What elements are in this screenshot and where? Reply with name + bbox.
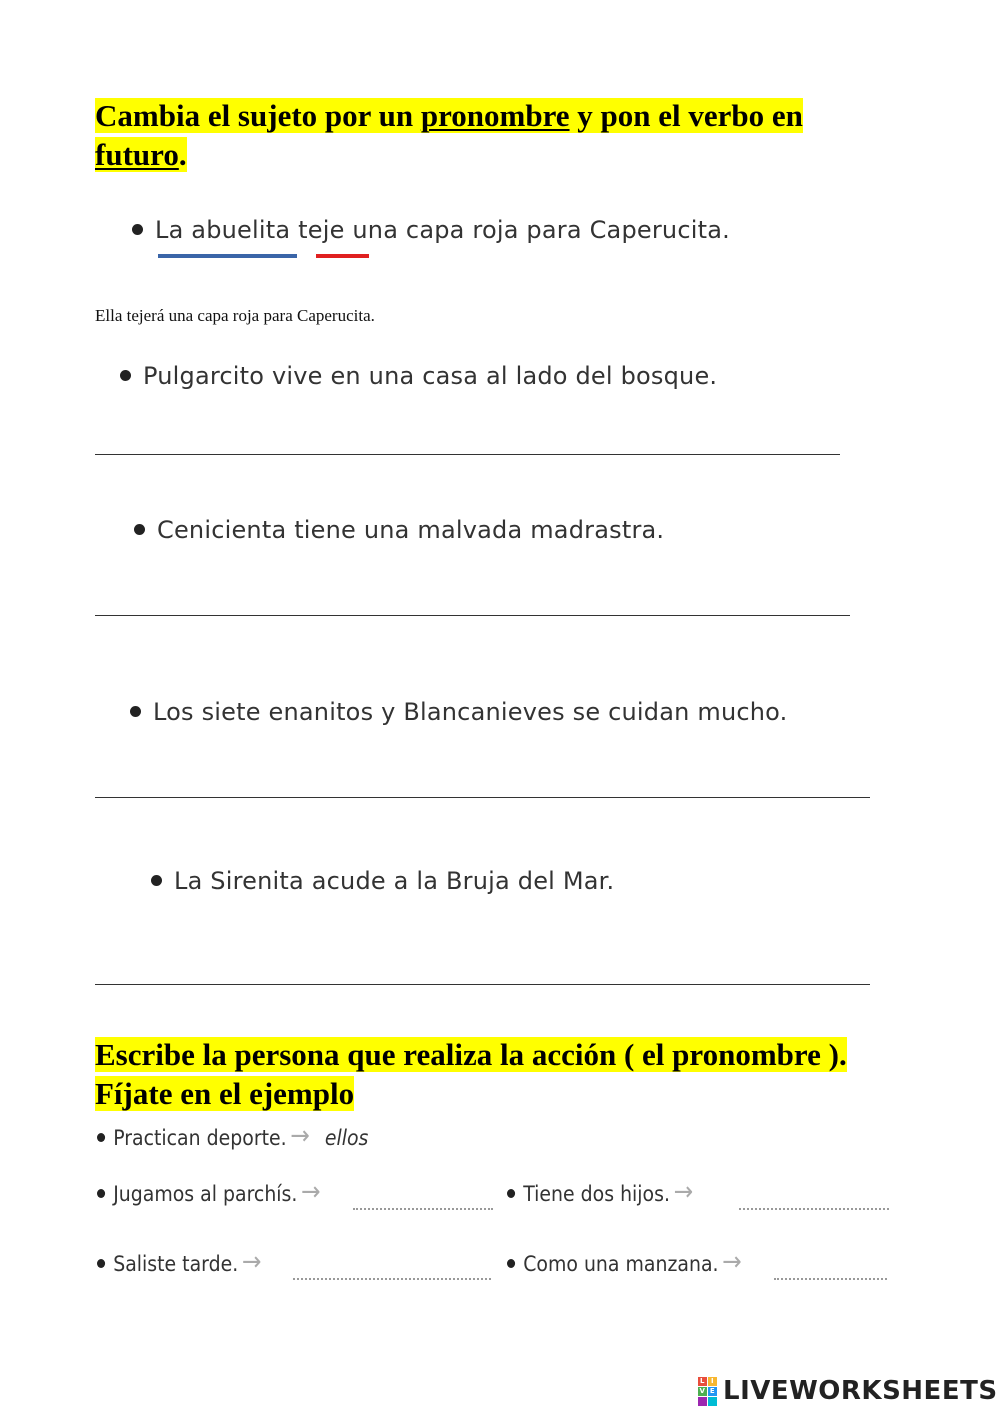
title-underlined-pronombre: pronombre [420,98,570,133]
bullet-icon [97,1259,105,1268]
pronoun-item-2 [507,1177,694,1210]
arrow-right-icon: → [290,1121,310,1151]
exercise-item-1 [120,362,717,390]
pronoun-item-text: Como una manzana. [523,1252,719,1276]
title-text: Cambia el sujeto por un [95,98,421,133]
subject-underline [158,254,297,258]
bullet-icon [134,524,145,535]
bullet-icon [507,1259,515,1268]
liveworksheets-logo [698,1376,998,1406]
section1-title [95,96,895,174]
exercise-item-text: Los siete enanitos y Blancanieves se cuidan mucho. [153,698,788,726]
title-text: . [178,137,187,172]
logo-letter: I [708,1377,717,1386]
pronoun-item-1 [97,1177,321,1210]
verb-underline [316,254,369,258]
logo-letter: V [699,1386,706,1395]
bullet-icon [97,1133,105,1142]
arrow-right-icon: → [301,1177,321,1207]
arrow-right-icon: → [241,1247,262,1277]
exercise-item-text: Pulgarcito vive en una casa al lado del bosque. [143,362,718,390]
pronoun-example [97,1121,369,1154]
example-sentence [132,216,730,244]
liveworksheets-wordmark: LIVEWORKSHEETS [723,1376,998,1406]
section2-title [95,1035,975,1113]
bullet-icon [130,706,141,717]
bullet-icon [151,875,162,886]
title-underlined-futuro: futuro [95,137,179,172]
arrow-right-icon: → [722,1247,742,1277]
example-verb: teje [298,216,345,244]
example-subject: La abuelita [155,216,291,244]
title-text: y pon el verbo en [569,98,803,133]
answer-line-1[interactable] [95,454,840,455]
example-answer: Ella tejerá una capa roja para Caperucita. [95,306,375,325]
bullet-icon [507,1189,515,1198]
exercise-item-4 [151,867,614,895]
pronoun-example-answer: ellos [324,1126,369,1150]
pronoun-item-text: Tiene dos hijos. [523,1182,670,1206]
logo-letter: L [698,1377,707,1386]
answer-line-2[interactable] [95,615,850,616]
liveworksheets-logo-icon [698,1377,717,1406]
space [290,216,298,244]
bullet-icon [120,370,131,381]
pronoun-answer-field-1[interactable] [353,1208,493,1210]
logo-letter: E [709,1386,716,1395]
pronoun-answer-field-2[interactable] [739,1208,889,1210]
pronoun-answer-field-3[interactable] [293,1278,491,1280]
title-line-2: Fíjate en el ejemplo [95,1076,355,1111]
pronoun-item-text: Jugamos al parchís. [113,1182,298,1206]
answer-line-3[interactable] [95,797,870,798]
example-rest: una capa roja para Caperucita. [344,216,730,244]
exercise-item-3 [130,698,787,726]
title-line-1: Escribe la persona que realiza la acción ( el pronombre ). [95,1037,847,1072]
pronoun-item-text: Saliste tarde. [113,1252,239,1276]
bullet-icon [97,1189,105,1198]
exercise-item-text: La Sirenita acude a la Bruja del Mar. [174,867,615,895]
bullet-icon [132,224,143,235]
arrow-right-icon: → [673,1177,694,1207]
exercise-item-text: Cenicienta tiene una malvada madrastra. [157,516,665,544]
answer-line-4[interactable] [95,984,870,985]
exercise-item-2 [134,516,664,544]
pronoun-item-4 [507,1247,742,1280]
pronoun-example-sentence: Practican deporte. [113,1126,287,1150]
pronoun-item-3 [97,1247,262,1280]
pronoun-answer-field-4[interactable] [774,1278,887,1280]
